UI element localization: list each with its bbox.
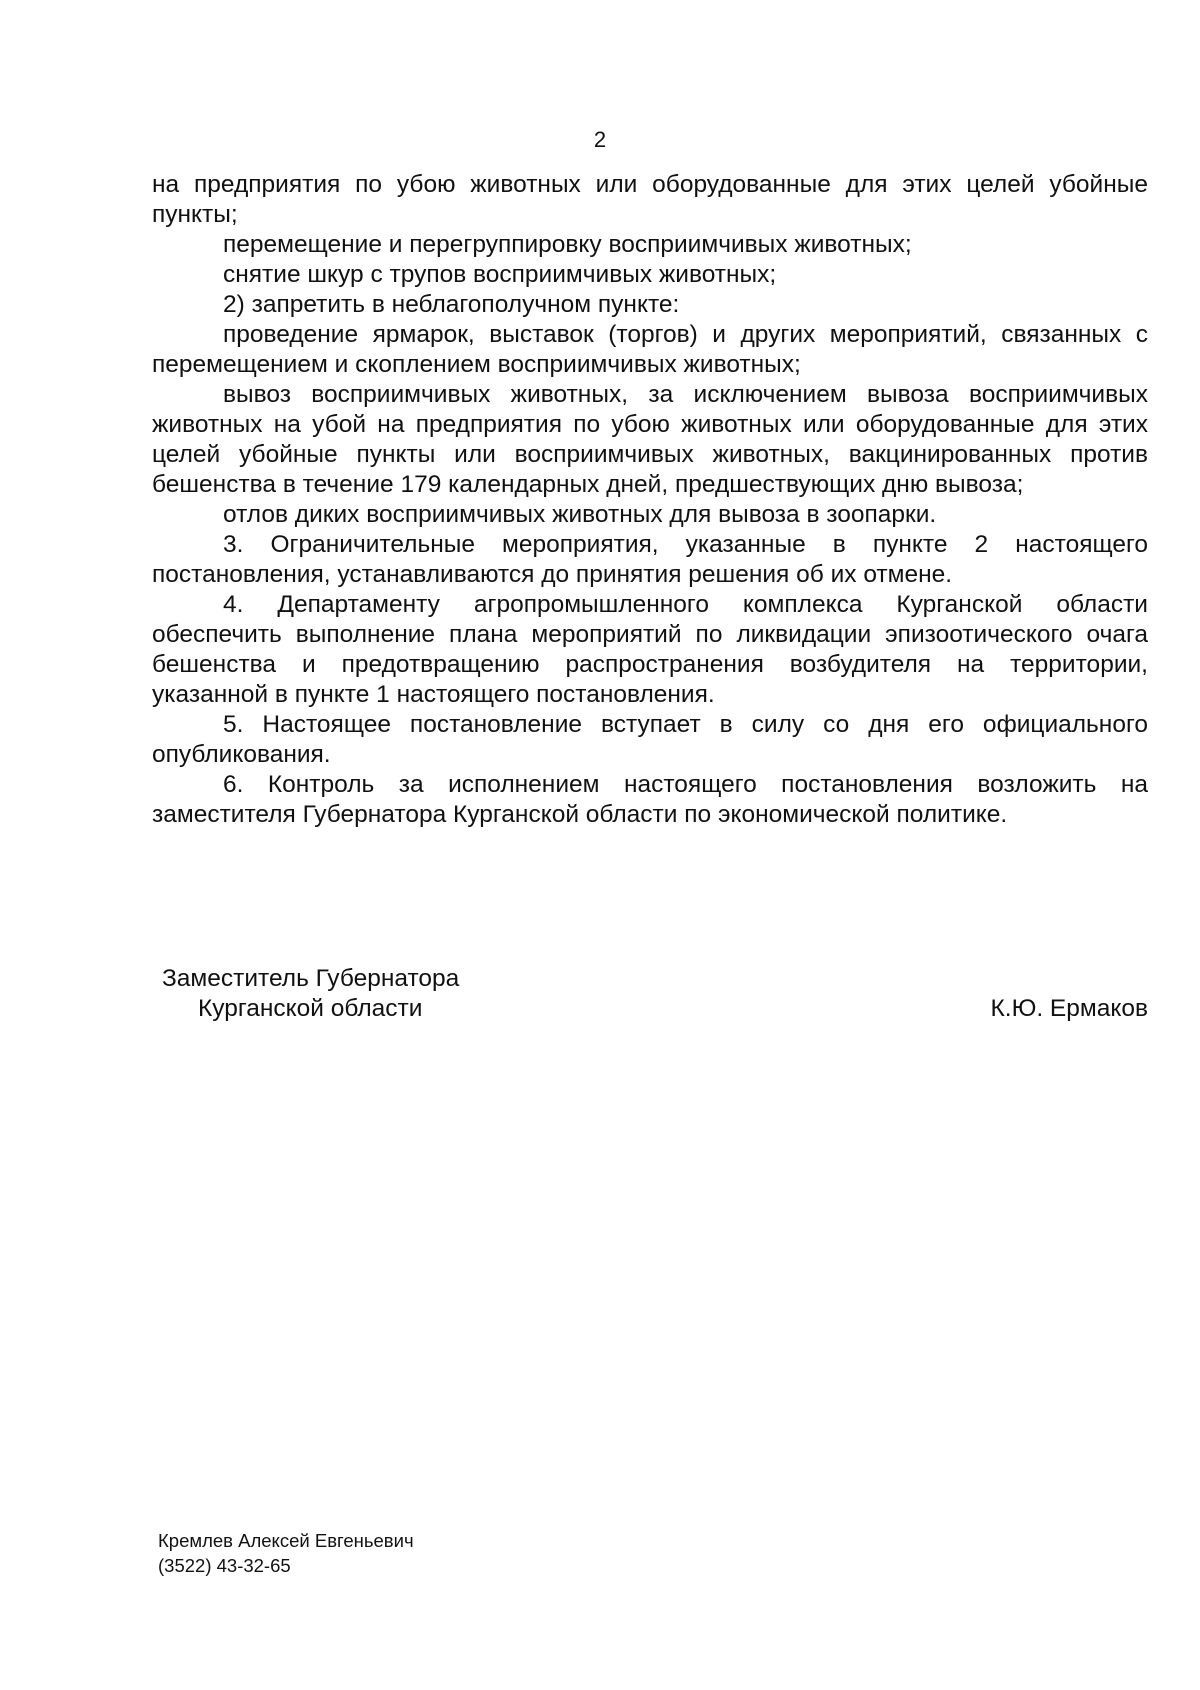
- page-number: 2: [593, 127, 607, 152]
- signatory-name: К.Ю. Ермаков: [990, 995, 1148, 1022]
- paragraph-skinning: снятие шкур с трупов восприимчивых животных;: [223, 261, 777, 288]
- paragraph-prohibit-intro: 2) запретить в неблагополучном пункте:: [223, 291, 680, 318]
- paragraph-item-5: 5. Настоящее постановление вступает в силу со дня его официального опубликования.: [152, 711, 1148, 768]
- executor-phone: (3522) 43-32-65: [158, 1555, 291, 1576]
- paragraph-capture: отлов диких восприимчивых животных для вывоза в зоопарки.: [223, 501, 937, 528]
- executor-block: [158, 1528, 414, 1578]
- paragraph-item-3: 3. Ограничительные мероприятия, указанные в пункте 2 настоящего постановления, устанавливаются до принятия решения об их отмене.: [152, 531, 1148, 588]
- signatory-title-line1: Заместитель Губернатора: [162, 965, 460, 992]
- paragraph-fairs: проведение ярмарок, выставок (торгов) и других мероприятий, связанных с перемещением и скоплением восприимчивых животных;: [152, 321, 1148, 378]
- paragraph-movement: перемещение и перегруппировку восприимчивых животных;: [223, 231, 912, 258]
- document-body: [152, 170, 1148, 830]
- executor-name: Кремлев Алексей Евгеньевич: [158, 1530, 414, 1551]
- paragraph-export: вывоз восприимчивых животных, за исключением вывоза восприимчивых животных на убой на предприятия по убою животных или оборудованные для этих целей убойные пункты или восприимчивых животных, вакцинированных против бешенства в течение 179 календарных дней, предшествующих дню вывоза;: [152, 381, 1148, 498]
- paragraph-item-4: 4. Департаменту агропромышленного комплекса Курганской области обеспечить выполнение плана мероприятий по ликвидации эпизоотического очага бешенства и предотвращению распространения возбудителя на территории, указанной в пункте 1 настоящего постановления.: [152, 591, 1148, 708]
- paragraph-continuation: на предприятия по убою животных или оборудованные для этих целей убойные пункты;: [152, 171, 1148, 228]
- paragraph-item-6: 6. Контроль за исполнением настоящего постановления возложить на заместителя Губернатора Курганской области по экономической политике.: [152, 771, 1148, 828]
- signatory-title-line2: Курганской области: [198, 995, 423, 1022]
